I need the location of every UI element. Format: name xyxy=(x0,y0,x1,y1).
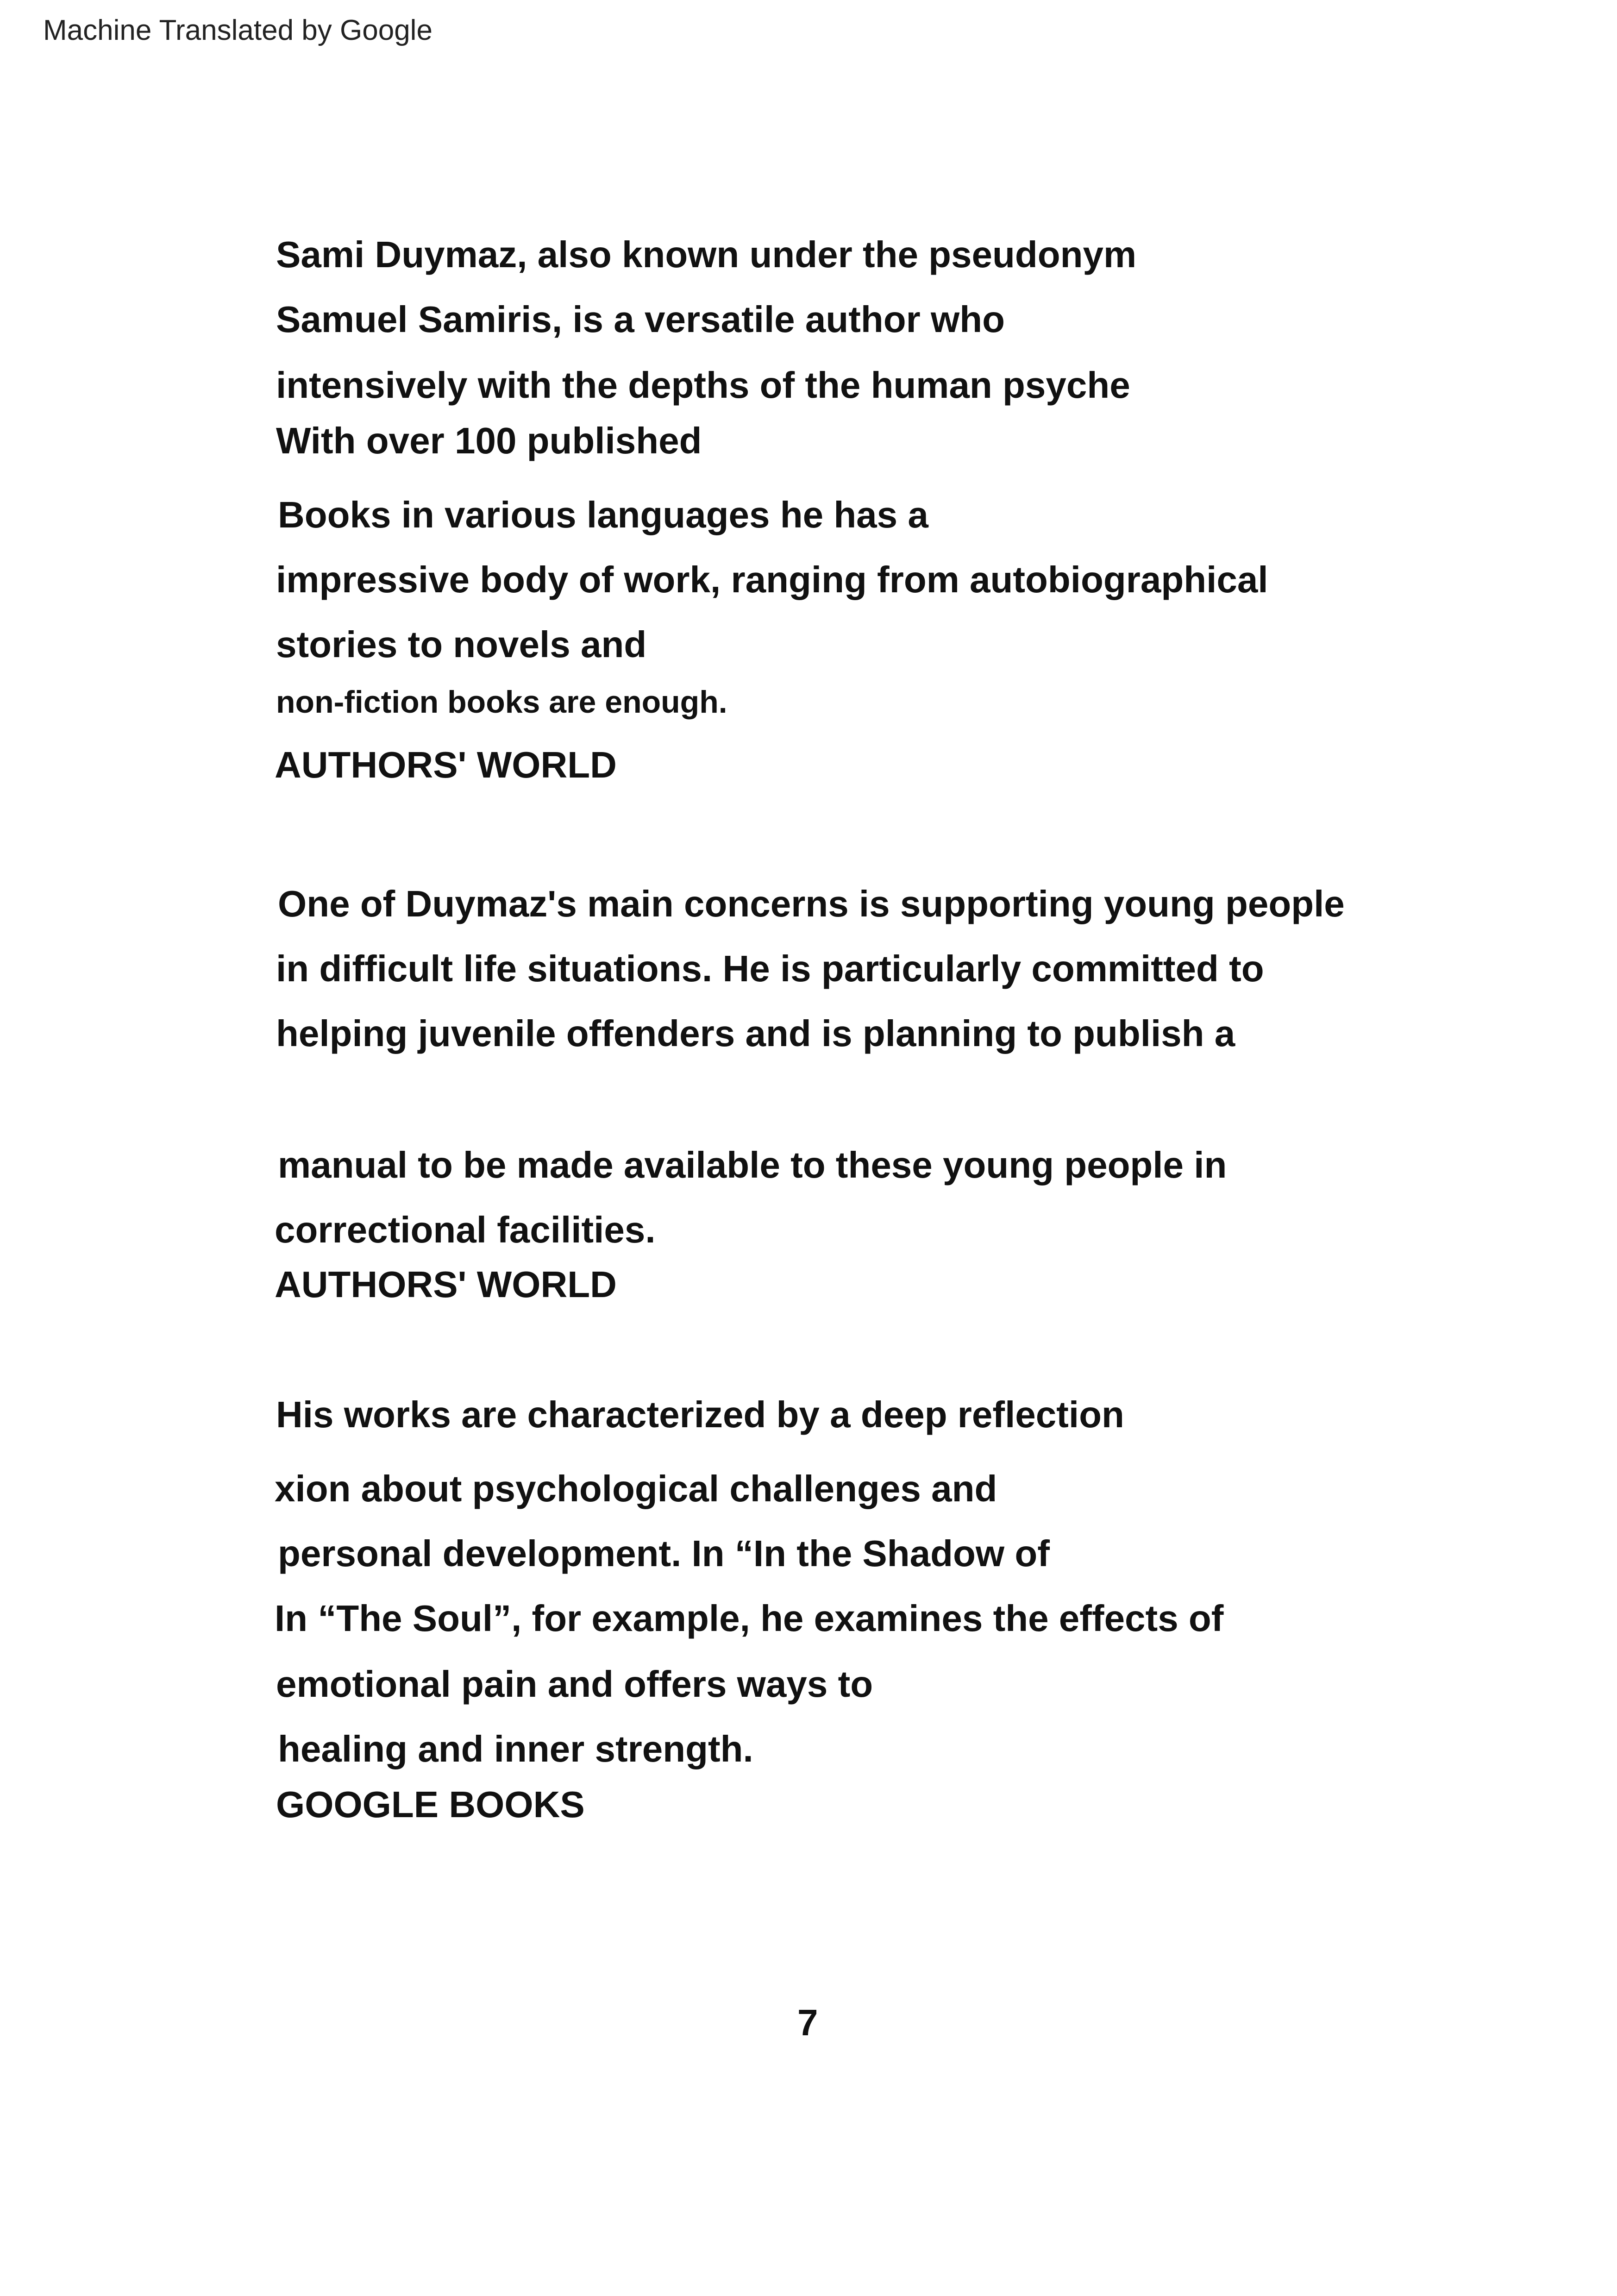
paragraph-line: emotional pain and offers ways to xyxy=(276,1663,873,1705)
paragraph-line: Samuel Samiris, is a versatile author who xyxy=(276,299,1005,340)
source-label: GOOGLE BOOKS xyxy=(276,1784,585,1825)
paragraph-line: Books in various languages he has a xyxy=(278,494,928,535)
paragraph-line: in difficult life situations. He is particularly committed to xyxy=(276,948,1264,989)
paragraph-line: With over 100 published xyxy=(276,420,702,461)
paragraph-line: non-fiction books are enough. xyxy=(276,684,727,720)
paragraph-line: intensively with the depths of the human psyche xyxy=(276,364,1130,406)
paragraph-line: stories to novels and xyxy=(276,624,647,665)
paragraph-line: In “The Soul”, for example, he examines the effects of xyxy=(275,1598,1224,1639)
paragraph-line: impressive body of work, ranging from autobiographical xyxy=(276,559,1268,600)
paragraph-line: Sami Duymaz, also known under the pseudonym xyxy=(276,234,1137,275)
paragraph-line: manual to be made available to these young people in xyxy=(278,1144,1227,1186)
paragraph-line: correctional facilities. xyxy=(275,1209,656,1250)
source-label: AUTHORS' WORLD xyxy=(275,744,617,785)
source-label: AUTHORS' WORLD xyxy=(275,1264,617,1305)
paragraph-line: helping juvenile offenders and is planning to publish a xyxy=(276,1013,1235,1054)
paragraph-line: One of Duymaz's main concerns is supporting young people xyxy=(278,883,1345,924)
paragraph-line: personal development. In “In the Shadow of xyxy=(278,1533,1050,1574)
paragraph-line: xion about psychological challenges and xyxy=(275,1468,997,1509)
page-number: 7 xyxy=(797,2002,818,2043)
machine-translation-note: Machine Translated by Google xyxy=(43,14,432,46)
paragraph-line: healing and inner strength. xyxy=(278,1728,753,1769)
paragraph-line: His works are characterized by a deep reflection xyxy=(276,1394,1124,1435)
